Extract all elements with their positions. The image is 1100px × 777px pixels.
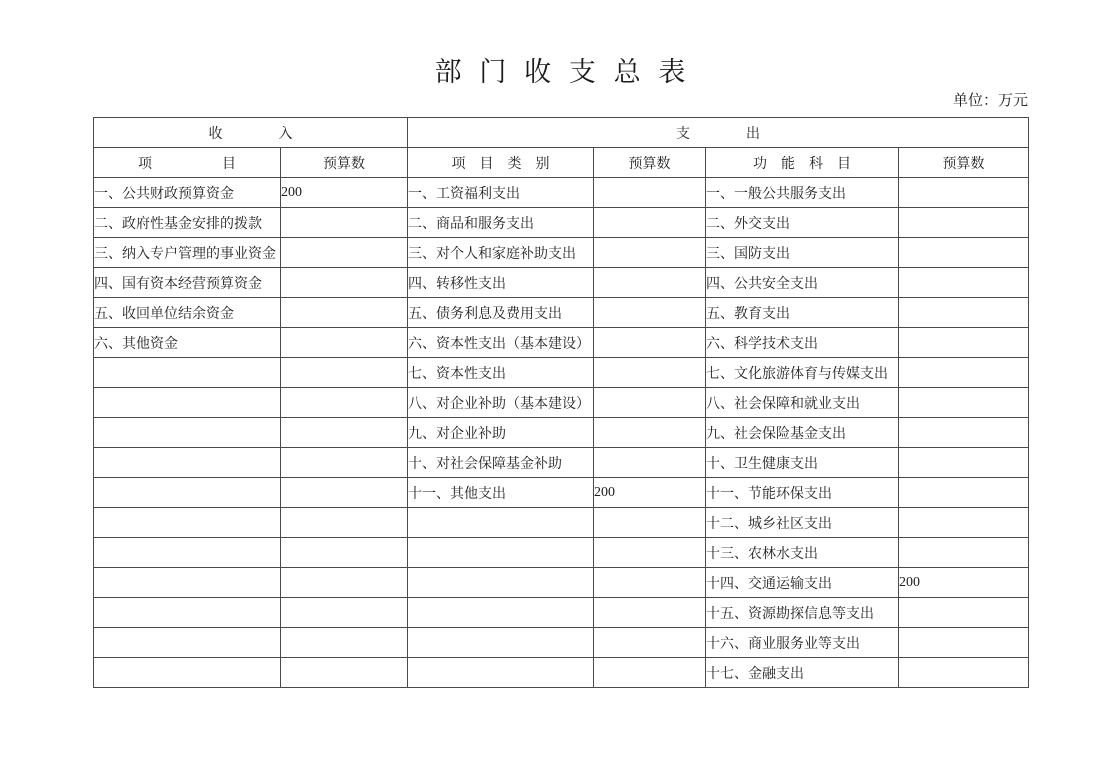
expense-category-cell: 六、资本性支出（基本建设） <box>408 328 594 358</box>
income-budget-cell <box>281 268 408 298</box>
page-title: 部 门 收 支 总 表 <box>434 57 687 87</box>
income-budget-cell <box>281 358 408 388</box>
income-budget-cell <box>281 448 408 478</box>
expense-function-budget-cell <box>899 538 1029 568</box>
table-row <box>94 208 1029 238</box>
table-row <box>94 628 1029 658</box>
expense-category-budget-cell <box>594 358 706 388</box>
col-header-expense-category: 项 目 类 别 <box>408 148 594 178</box>
income-budget-cell <box>281 538 408 568</box>
table-row <box>94 508 1029 538</box>
expense-category-cell: 八、对企业补助（基本建设） <box>408 388 594 418</box>
expense-function-cell: 十二、城乡社区支出 <box>706 508 899 538</box>
expense-category-budget-cell <box>594 448 706 478</box>
expense-function-budget-cell <box>899 208 1029 238</box>
expense-function-cell: 六、科学技术支出 <box>706 328 899 358</box>
expense-function-budget-cell <box>899 268 1029 298</box>
income-item-cell <box>94 658 281 688</box>
income-item-cell: 五、收回单位结余资金 <box>94 298 281 328</box>
table-row <box>94 448 1029 478</box>
expense-category-budget-cell <box>594 268 706 298</box>
table-row <box>94 328 1029 358</box>
expense-function-cell: 一、一般公共服务支出 <box>706 178 899 208</box>
expense-category-budget-cell <box>594 568 706 598</box>
income-budget-cell <box>281 388 408 418</box>
income-section-header: 收 入 <box>94 118 408 148</box>
income-budget-cell <box>281 508 408 538</box>
table-row <box>94 658 1029 688</box>
income-budget-cell <box>281 238 408 268</box>
expense-function-cell: 十七、金融支出 <box>706 658 899 688</box>
expense-category-cell <box>408 598 594 628</box>
income-budget-cell: 200 <box>281 178 408 208</box>
col-header-expense-function-budget: 预算数 <box>899 148 1029 178</box>
expense-function-cell: 十三、农林水支出 <box>706 538 899 568</box>
expense-category-budget-cell <box>594 508 706 538</box>
expense-function-budget-cell <box>899 388 1029 418</box>
expense-category-budget-cell <box>594 328 706 358</box>
table-row <box>94 298 1029 328</box>
column-header-row <box>94 148 1029 178</box>
expense-function-budget-cell <box>899 358 1029 388</box>
col-header-income-budget: 预算数 <box>281 148 408 178</box>
income-item-cell <box>94 628 281 658</box>
income-item-cell <box>94 478 281 508</box>
expense-function-budget-cell <box>899 238 1029 268</box>
col-header-expense-category-budget: 预算数 <box>594 148 706 178</box>
income-budget-cell <box>281 298 408 328</box>
expense-category-cell: 十一、其他支出 <box>408 478 594 508</box>
expense-function-budget-cell <box>899 658 1029 688</box>
expense-category-budget-cell <box>594 658 706 688</box>
income-item-cell <box>94 568 281 598</box>
expense-category-budget-cell <box>594 178 706 208</box>
income-item-cell <box>94 598 281 628</box>
expense-function-cell: 二、外交支出 <box>706 208 899 238</box>
income-budget-cell <box>281 208 408 238</box>
income-budget-cell <box>281 598 408 628</box>
expense-category-cell: 五、债务利息及费用支出 <box>408 298 594 328</box>
income-item-cell <box>94 508 281 538</box>
expense-function-cell: 十六、商业服务业等支出 <box>706 628 899 658</box>
table-row <box>94 358 1029 388</box>
expense-function-cell: 七、文化旅游体育与传媒支出 <box>706 358 899 388</box>
expense-function-cell: 十四、交通运输支出 <box>706 568 899 598</box>
expense-category-budget-cell: 200 <box>594 478 706 508</box>
expense-function-cell: 十五、资源勘探信息等支出 <box>706 598 899 628</box>
expense-category-cell <box>408 628 594 658</box>
budget-summary-table <box>93 117 1029 688</box>
expense-category-budget-cell <box>594 208 706 238</box>
income-item-cell: 一、公共财政预算资金 <box>94 178 281 208</box>
expenditure-section-header: 支 出 <box>408 118 1029 148</box>
income-item-cell: 三、纳入专户管理的事业资金 <box>94 238 281 268</box>
expense-function-budget-cell <box>899 508 1029 538</box>
expense-function-cell: 四、公共安全支出 <box>706 268 899 298</box>
income-item-cell: 二、政府性基金安排的拨款 <box>94 208 281 238</box>
expense-category-cell: 七、资本性支出 <box>408 358 594 388</box>
table-row <box>94 238 1029 268</box>
expense-function-budget-cell <box>899 598 1029 628</box>
income-budget-cell <box>281 628 408 658</box>
income-budget-cell <box>281 658 408 688</box>
income-item-cell: 四、国有资本经营预算资金 <box>94 268 281 298</box>
income-item-cell <box>94 358 281 388</box>
expense-function-cell: 八、社会保障和就业支出 <box>706 388 899 418</box>
income-budget-cell <box>281 478 408 508</box>
expense-category-cell: 一、工资福利支出 <box>408 178 594 208</box>
expense-function-cell: 五、教育支出 <box>706 298 899 328</box>
income-item-cell <box>94 448 281 478</box>
income-budget-cell <box>281 568 408 598</box>
income-budget-cell <box>281 328 408 358</box>
col-header-income-item: 项 目 <box>94 148 281 178</box>
expense-category-budget-cell <box>594 418 706 448</box>
expense-function-budget-cell <box>899 628 1029 658</box>
unit-label: 单位：万元 <box>952 93 1028 109</box>
expense-category-budget-cell <box>594 388 706 418</box>
expense-category-cell <box>408 568 594 598</box>
expense-category-cell: 十、对社会保障基金补助 <box>408 448 594 478</box>
income-item-cell <box>94 538 281 568</box>
expense-category-cell: 二、商品和服务支出 <box>408 208 594 238</box>
table-row <box>94 478 1029 508</box>
table-row <box>94 418 1029 448</box>
expense-category-budget-cell <box>594 238 706 268</box>
expense-function-budget-cell <box>899 448 1029 478</box>
income-item-cell: 六、其他资金 <box>94 328 281 358</box>
income-budget-cell <box>281 418 408 448</box>
col-header-expense-function: 功 能 科 目 <box>706 148 899 178</box>
expense-function-budget-cell <box>899 328 1029 358</box>
expense-function-cell: 十一、节能环保支出 <box>706 478 899 508</box>
expense-function-cell: 九、社会保险基金支出 <box>706 418 899 448</box>
expense-function-cell: 十、卫生健康支出 <box>706 448 899 478</box>
table-row <box>94 268 1029 298</box>
income-item-cell <box>94 418 281 448</box>
expense-function-budget-cell <box>899 298 1029 328</box>
expense-category-cell <box>408 508 594 538</box>
income-item-cell <box>94 388 281 418</box>
table-row <box>94 388 1029 418</box>
expense-category-cell: 九、对企业补助 <box>408 418 594 448</box>
table-row <box>94 598 1029 628</box>
section-header-row <box>94 118 1029 148</box>
table-row <box>94 568 1029 598</box>
expense-category-cell: 四、转移性支出 <box>408 268 594 298</box>
table-row <box>94 538 1029 568</box>
expense-function-budget-cell <box>899 178 1029 208</box>
expense-category-cell: 三、对个人和家庭补助支出 <box>408 238 594 268</box>
table-row <box>94 178 1029 208</box>
expense-category-budget-cell <box>594 538 706 568</box>
expense-function-budget-cell: 200 <box>899 568 1029 598</box>
expense-category-budget-cell <box>594 298 706 328</box>
expense-category-budget-cell <box>594 598 706 628</box>
expense-category-cell <box>408 538 594 568</box>
expense-function-budget-cell <box>899 478 1029 508</box>
expense-function-budget-cell <box>899 418 1029 448</box>
expense-function-cell: 三、国防支出 <box>706 238 899 268</box>
expense-category-cell <box>408 658 594 688</box>
expense-category-budget-cell <box>594 628 706 658</box>
